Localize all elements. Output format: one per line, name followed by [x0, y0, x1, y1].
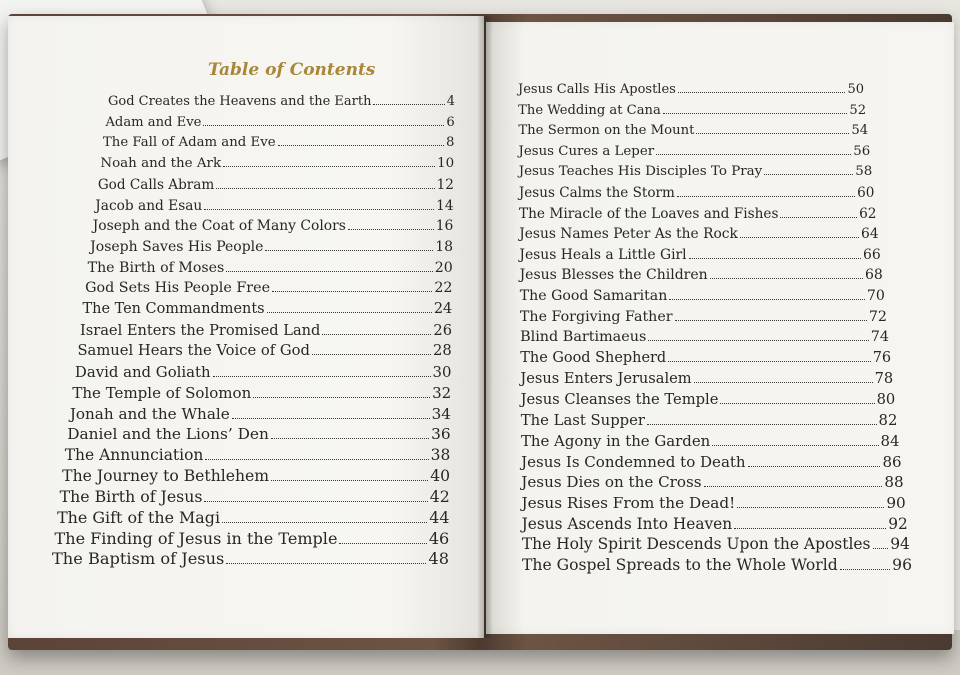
entry-page-number: 12 — [436, 176, 454, 193]
dot-leader — [265, 250, 433, 251]
entry-page-number: 6 — [446, 114, 455, 130]
entry-page-number: 84 — [880, 432, 900, 451]
dot-leader — [267, 312, 432, 313]
entry-title: The Good Shepherd — [520, 349, 667, 366]
toc-entry — [520, 309, 887, 325]
entry-page-number: 90 — [886, 494, 906, 512]
entry-page-number: 66 — [863, 246, 881, 263]
toc-entry — [519, 164, 873, 179]
entry-title: The Miracle of the Loaves and Fishes — [519, 205, 779, 222]
toc-entry — [55, 529, 450, 548]
entry-page-number: 64 — [861, 226, 879, 243]
toc-entry — [52, 549, 449, 568]
toc-entry — [518, 103, 866, 118]
dot-leader — [734, 528, 886, 529]
entry-title: God Calls Abram — [97, 176, 215, 193]
toc-entry — [521, 391, 896, 408]
dot-leader — [694, 382, 873, 383]
dot-leader — [322, 334, 431, 335]
entry-title: The Good Samaritan — [519, 288, 668, 304]
toc-entry — [520, 329, 889, 345]
dot-leader — [764, 174, 853, 175]
dot-leader — [222, 522, 427, 523]
toc-entry — [522, 515, 908, 533]
toc-entry — [65, 446, 451, 464]
entry-title: Daniel and the Lions’ Den — [67, 425, 269, 444]
toc-entry — [518, 123, 868, 138]
entry-title: Jesus Teaches His Disciples To Pray — [518, 164, 763, 180]
dot-leader — [223, 166, 435, 167]
toc-entry — [520, 350, 891, 366]
entry-page-number: 8 — [445, 135, 455, 151]
entry-page-number: 4 — [446, 94, 455, 109]
dot-leader — [253, 397, 430, 398]
entry-page-number: 52 — [849, 102, 867, 118]
dot-leader — [740, 237, 859, 238]
toc-entry — [521, 453, 901, 471]
dot-leader — [669, 299, 865, 300]
entry-page-number: 68 — [864, 267, 883, 284]
entry-title: The Gift of the Magi — [57, 508, 221, 527]
dot-leader — [677, 196, 855, 197]
dot-leader — [689, 258, 861, 259]
entry-title: The Forgiving Father — [519, 308, 673, 325]
entry-title: Jesus Ascends Into Heaven — [521, 514, 733, 533]
entry-title: Jesus Calls His Apostles — [518, 82, 676, 97]
toc-entry — [103, 135, 455, 150]
entry-page-number: 92 — [888, 514, 908, 533]
entry-page-number: 40 — [430, 466, 451, 485]
entry-title: The Wedding at Cana — [518, 102, 661, 118]
entry-page-number: 46 — [428, 528, 450, 548]
entry-title: The Gospel Spreads to the Whole World — [522, 555, 838, 574]
entry-title: Jesus Is Condemned to Death — [521, 452, 746, 471]
entry-page-number: 18 — [435, 238, 454, 255]
dot-leader — [704, 486, 883, 487]
entry-page-number: 56 — [853, 143, 871, 159]
entry-title: Jacob and Esau — [95, 197, 203, 214]
entry-title: The Temple of Solomon — [72, 383, 252, 402]
entry-title: Jesus Blesses the Children — [519, 267, 708, 284]
entry-page-number: 42 — [429, 487, 450, 507]
entry-page-number: 20 — [434, 259, 453, 276]
book-gutter — [478, 16, 492, 638]
dot-leader — [696, 133, 849, 134]
toc-entry — [80, 322, 452, 339]
entry-title: The Journey to Bethlehem — [62, 466, 270, 485]
toc-entry — [521, 494, 905, 512]
dot-leader — [278, 145, 444, 146]
toc-entry — [108, 94, 455, 109]
entry-page-number: 26 — [433, 321, 452, 339]
dot-leader — [840, 569, 890, 570]
entry-page-number: 30 — [432, 363, 452, 382]
entry-page-number: 22 — [434, 280, 453, 297]
entry-page-number: 78 — [874, 370, 894, 388]
toc-entry — [519, 226, 878, 242]
entry-title: The Ten Commandments — [82, 301, 265, 317]
entry-page-number: 96 — [892, 555, 912, 574]
entry-title: Jesus Dies on the Cross — [521, 473, 702, 492]
toc-entry — [83, 301, 453, 317]
dot-leader — [272, 291, 432, 292]
entry-title: The Last Supper — [520, 411, 645, 429]
toc-entry — [519, 144, 871, 159]
dot-leader — [648, 340, 868, 341]
dot-leader — [737, 507, 884, 508]
toc-entry — [70, 405, 451, 423]
entry-page-number: 82 — [878, 411, 898, 429]
entry-page-number: 58 — [855, 164, 873, 180]
toc-entry — [62, 467, 450, 485]
entry-title: The Sermon on the Mount — [518, 123, 695, 139]
dot-leader — [712, 445, 878, 446]
dot-leader — [271, 438, 429, 439]
dot-leader — [656, 154, 851, 155]
toc-entry — [520, 267, 883, 283]
entry-title: Jesus Rises From the Dead! — [521, 494, 736, 512]
toc-entry — [521, 473, 903, 491]
entry-title: The Fall of Adam and Eve — [102, 135, 276, 151]
toc-entry — [519, 247, 880, 263]
dot-leader — [226, 271, 433, 272]
dot-leader — [748, 466, 881, 467]
entry-page-number: 14 — [436, 197, 454, 214]
dot-leader — [663, 113, 848, 114]
entry-page-number: 62 — [859, 205, 877, 222]
dot-leader — [226, 563, 426, 564]
entry-title: The Annunciation — [64, 445, 204, 464]
dot-leader — [204, 501, 427, 502]
entry-title: The Agony in the Garden — [520, 432, 711, 451]
entry-title: The Holy Spirit Descends Upon the Apostles — [521, 535, 871, 554]
dot-leader — [647, 424, 877, 425]
toc-entry — [100, 156, 454, 171]
entry-page-number: 36 — [431, 425, 451, 444]
dot-leader — [873, 548, 889, 549]
toc-title: Table of Contents — [208, 60, 376, 80]
toc-entry — [90, 239, 453, 255]
entry-title: God Creates the Heavens and the Earth — [108, 94, 372, 109]
entry-title: God Sets His People Free — [85, 280, 271, 297]
entry-page-number: 38 — [430, 445, 451, 464]
entry-title: Adam and Eve — [105, 114, 202, 130]
entry-title: Jesus Calms the Storm — [518, 185, 675, 201]
entry-title: David and Goliath — [74, 363, 211, 382]
toc-entry — [520, 288, 885, 304]
entry-page-number: 94 — [890, 535, 910, 554]
dot-leader — [271, 480, 428, 481]
entry-page-number: 88 — [884, 473, 904, 492]
entry-title: Jesus Cleanses the Temple — [520, 391, 719, 408]
entry-title: The Birth of Moses — [87, 259, 225, 276]
dot-leader — [216, 188, 434, 189]
entry-title: Samuel Hears the Voice of God — [77, 342, 310, 360]
toc-entry — [88, 260, 453, 276]
toc-entry — [67, 425, 450, 443]
entry-title: Joseph and the Coat of Many Colors — [92, 218, 346, 235]
entry-page-number: 60 — [857, 185, 875, 201]
entry-title: Jonah and the Whale — [69, 404, 230, 423]
entry-page-number: 48 — [428, 549, 449, 569]
toc-entry — [77, 342, 451, 359]
entry-page-number: 74 — [870, 329, 890, 346]
entry-page-number: 44 — [429, 508, 450, 527]
entry-page-number: 32 — [432, 383, 452, 402]
toc-entry — [518, 82, 864, 97]
dot-leader — [205, 459, 428, 460]
toc-entry — [522, 535, 910, 553]
entry-page-number: 10 — [437, 156, 455, 172]
entry-title: Jesus Cures a Leper — [518, 143, 655, 159]
entry-title: The Baptism of Jesus — [52, 549, 225, 569]
entry-page-number: 16 — [435, 218, 454, 235]
entry-title: Israel Enters the Promised Land — [80, 321, 321, 339]
entry-page-number: 70 — [866, 288, 885, 304]
entry-page-number: 54 — [851, 123, 869, 139]
toc-entry — [57, 508, 449, 527]
entry-title: Jesus Enters Jerusalem — [520, 370, 692, 388]
entry-title: The Birth of Jesus — [59, 487, 203, 507]
entry-title: Noah and the Ark — [100, 156, 222, 172]
entry-page-number: 50 — [847, 82, 864, 97]
toc-entry — [85, 280, 452, 296]
dot-leader — [348, 229, 434, 230]
dot-leader — [678, 92, 846, 93]
dot-leader — [720, 403, 874, 404]
entry-title: The Finding of Jesus in the Temple — [54, 528, 338, 548]
entry-title: Blind Bartimaeus — [520, 329, 647, 346]
dot-leader — [373, 104, 444, 105]
entry-title: Jesus Heals a Little Girl — [519, 246, 687, 263]
entry-page-number: 72 — [868, 308, 887, 325]
toc-entry — [521, 432, 900, 450]
toc-entry — [519, 206, 876, 222]
entry-page-number: 34 — [431, 404, 451, 423]
dot-leader — [204, 209, 434, 210]
entry-page-number: 80 — [876, 391, 896, 408]
entry-page-number: 28 — [432, 342, 452, 360]
dot-leader — [213, 376, 431, 377]
dot-leader — [710, 278, 863, 279]
dot-leader — [780, 217, 857, 218]
dot-leader — [675, 320, 867, 321]
entry-page-number: 76 — [872, 349, 892, 366]
dot-leader — [312, 354, 431, 355]
toc-entry — [519, 185, 875, 201]
toc-entry — [105, 115, 454, 130]
toc-entry — [522, 556, 912, 574]
toc-entry — [95, 198, 453, 214]
toc-entry — [521, 412, 898, 429]
entry-title: Jesus Names Peter As the Rock — [519, 226, 738, 243]
dot-leader — [232, 418, 430, 419]
toc-entry — [60, 487, 450, 506]
dot-leader — [339, 543, 426, 544]
entry-page-number: 86 — [882, 452, 902, 471]
toc-entry — [93, 218, 454, 234]
dot-leader — [203, 125, 444, 126]
toc-entry — [98, 177, 454, 193]
entry-page-number: 24 — [433, 301, 453, 317]
toc-entry — [72, 384, 451, 402]
toc-entry — [75, 363, 452, 381]
dot-leader — [668, 361, 871, 362]
toc-entry — [520, 370, 893, 387]
entry-title: Joseph Saves His People — [90, 238, 264, 255]
